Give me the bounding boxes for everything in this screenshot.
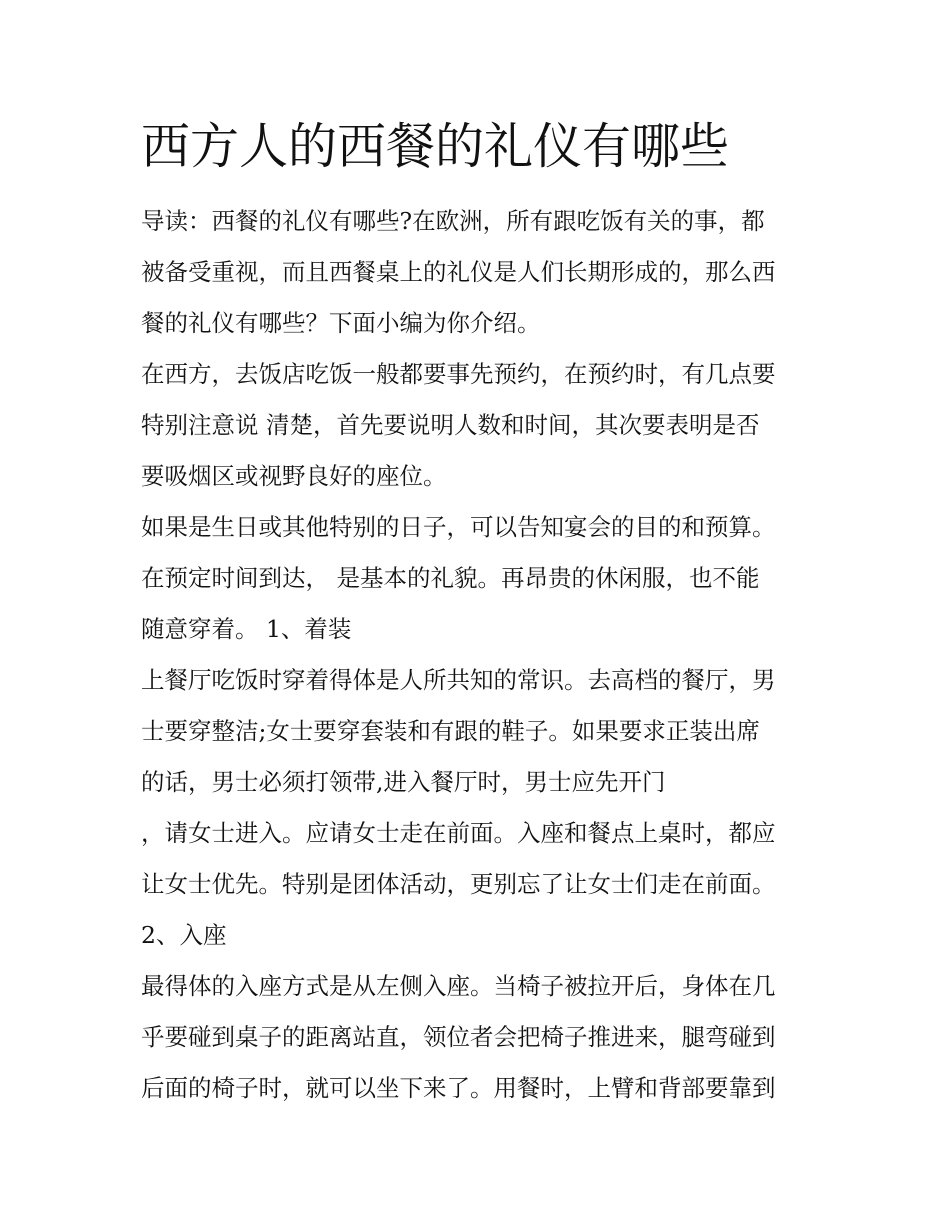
text-line: 后面的椅子时，就可以坐下来了。用餐时，上臂和背部要靠到	[141, 1074, 776, 1102]
text-line: ，请女士进入。应请女士走在前面。入座和餐点上桌时，都应	[141, 819, 776, 847]
text-line: 如果是生日或其他特别的日子，可以告知宴会的目的和预算。	[141, 513, 776, 541]
document-body	[141, 196, 821, 1114]
text-line: 随意穿着。 1、着装	[141, 615, 352, 643]
text-line: 乎要碰到桌子的距离站直，领位者会把椅子推进来，腿弯碰到	[141, 1023, 776, 1051]
text-line: 最得体的入座方式是从左侧入座。当椅子被拉开后，身体在几	[141, 972, 776, 1000]
text-line: 要吸烟区或视野良好的座位。	[141, 462, 447, 490]
text-line: 特别注意说 清楚，首先要说明人数和时间，其次要表明是否	[141, 411, 760, 439]
text-line: 士要穿整洁;女士要穿套装和有跟的鞋子。如果要求正装出席	[141, 717, 760, 745]
text-line: 导读：西餐的礼仪有哪些?在欧洲，所有跟吃饭有关的事，都	[141, 207, 765, 235]
text-line: 2、入座	[141, 921, 227, 949]
text-line: 上餐厅吃饭时穿着得体是人所共知的常识。去高档的餐厅，男	[141, 666, 776, 694]
document-title: 西方人的西餐的礼仪有哪些	[141, 118, 730, 175]
text-line: 餐的礼仪有哪些？下面小编为你介绍。	[141, 309, 541, 337]
text-line: 在预定时间到达， 是基本的礼貌。再昂贵的休闲服，也不能	[141, 564, 760, 592]
text-line: 被备受重视，而且西餐桌上的礼仪是人们长期形成的，那么西	[141, 258, 776, 286]
text-line: 的话，男士必须打领带,进入餐厅时，男士应先开门	[141, 768, 666, 796]
text-line: 在西方，去饭店吃饭一般都要事先预约，在预约时，有几点要	[141, 360, 776, 388]
text-line: 让女士优先。特别是团体活动，更别忘了让女士们走在前面。	[141, 870, 776, 898]
